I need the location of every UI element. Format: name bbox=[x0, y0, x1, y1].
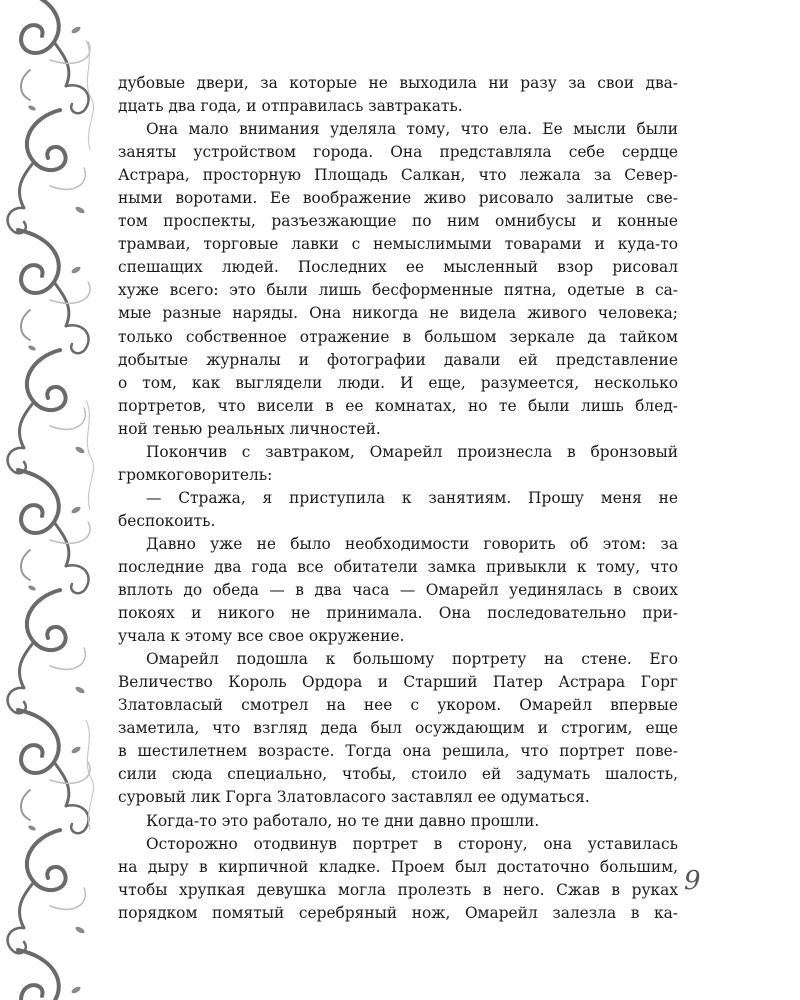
text-line: порядком помятый серебряный нож, Омарейл залезла в ка- bbox=[118, 903, 678, 922]
text-line: в шестилетнем возрасте. Тогда она решила, что портрет пове- bbox=[118, 742, 678, 761]
text-line: ной тенью реальных личностей. bbox=[118, 419, 381, 438]
text-line: покоях и никого не принимала. Она последовательно при- bbox=[118, 604, 678, 623]
body-text bbox=[118, 72, 678, 925]
text-line: Величество Король Ордора и Старший Патер Астрара Горг bbox=[118, 673, 678, 692]
text-line: дубовые двери, за которые не выходила ни разу за свои два- bbox=[118, 74, 678, 92]
text-line: о том, как выглядели люди. И еще, разумеется, несколько bbox=[118, 373, 678, 392]
text-line: — Стража, я приступила к занятиям. Прошу меня не bbox=[146, 488, 678, 507]
text-line: только собственное отражение в большом зеркале да тайком bbox=[118, 327, 678, 346]
text-line: трамваи, торговые лавки с немыслимыми товарами и куда-то bbox=[118, 235, 678, 254]
text-line: Она мало внимания уделяла тому, что ела. Ее мысли были bbox=[146, 120, 678, 139]
text-line: том проспекты, разъезжающие по ним омнибусы и конные bbox=[118, 212, 678, 231]
text-line: спешащих людей. Последних ее мысленный взор рисовал bbox=[118, 258, 678, 277]
text-line: хуже всего: это были лишь бесформенные пятна, одетые в са- bbox=[118, 281, 678, 300]
text-line: ными воротами. Ее воображение живо рисовало залитые све- bbox=[118, 189, 678, 208]
page-number: 9 bbox=[684, 866, 701, 896]
text-line: добытые журналы и фотографии давали ей представление bbox=[118, 350, 678, 369]
text-line: последние два года все обитатели замка привыкли к тому, что bbox=[118, 557, 678, 576]
text-line: беспокоить. bbox=[118, 511, 216, 530]
text-line: учала к этому все свое окружение. bbox=[118, 627, 405, 646]
text-line: Покончив с завтраком, Омарейл произнесла в бронзовый bbox=[146, 442, 678, 461]
text-line: вплоть до обеда — в два часа — Омарейл уединялась в своих bbox=[118, 581, 678, 600]
text-line: Омарейл подошла к большому портрету на стене. Его bbox=[146, 650, 678, 669]
text-line: Златовласый смотрел на нее с укором. Омарейл впервые bbox=[118, 696, 678, 715]
decorative-swirl-border bbox=[0, 0, 100, 1000]
text-line: Астрара, просторную Площадь Салкан, что лежала за Север- bbox=[118, 166, 678, 185]
text-line: Когда-то это работало, но те дни давно прошли. bbox=[146, 811, 540, 830]
text-line: чтобы хрупкая девушка могла пролезть в него. Сжав в руках bbox=[118, 880, 678, 899]
text-line: мые разные наряды. Она никогда не видела живого человека; bbox=[118, 304, 678, 323]
text-line: дцать два года, и отправилась завтракать. bbox=[118, 97, 463, 116]
text-line: громкоговоритель: bbox=[118, 465, 273, 484]
text-line: заняты устройством города. Она представляла себе сердце bbox=[118, 143, 678, 162]
text-line: заметила, что взгляд деда был осуждающим и строгим, еще bbox=[118, 719, 678, 738]
text-line: Давно уже не было необходимости говорить об этом: за bbox=[146, 534, 678, 553]
text-line: портретов, что висели в ее комнатах, но те были лишь блед- bbox=[118, 396, 678, 415]
text-line: Осторожно отодвинув портрет в сторону, она уставилась bbox=[146, 834, 678, 853]
text-line: суровый лик Горга Златовласого заставлял ее одуматься. bbox=[118, 788, 590, 807]
text-line: сили сюда специально, чтобы, стоило ей задумать шалость, bbox=[118, 765, 678, 784]
text-line: на дыру в кирпичной кладке. Проем был достаточно большим, bbox=[118, 857, 678, 876]
